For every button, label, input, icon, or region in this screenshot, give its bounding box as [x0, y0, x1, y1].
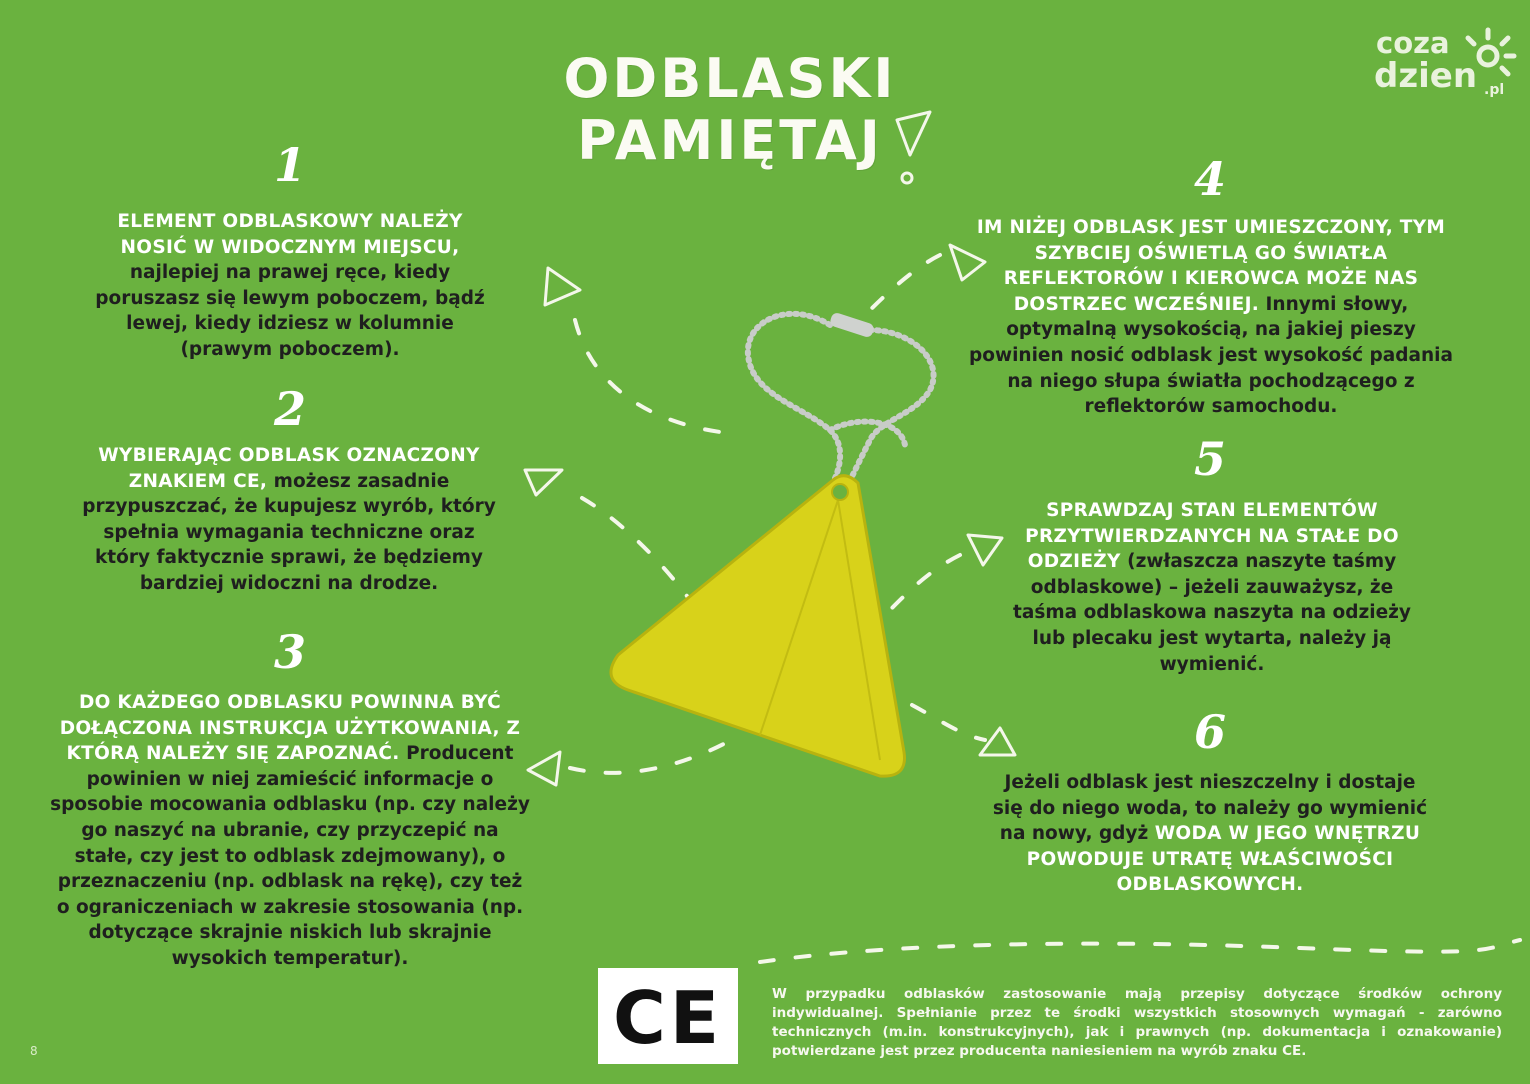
- section-5-number: 5: [1193, 432, 1226, 486]
- title-line-1: ODBLASKI: [563, 47, 897, 110]
- arrowhead-3: [528, 752, 560, 785]
- ce-mark-box: [598, 968, 738, 1064]
- section-3-body: Producent powinien w niej zamieścić informacje o sposobie mocowania odblasku (np. czy należy go naszyć na ubranie, czy przyczepić na stałe, czy jest to odblask zdejmowany), o przeznaczeniu (np. odblask na rękę), czy też o ograniczeniach w zakresie stosowania (np. dotyczące skrajnie niskich lub skrajnie wysokich temperatur).: [50, 743, 530, 969]
- page-title: [560, 48, 900, 172]
- section-6-number: 6: [1193, 705, 1226, 759]
- reflector-hole: [832, 484, 848, 500]
- chain-clasp: [829, 312, 875, 339]
- section-2-text: [82, 443, 496, 597]
- arrow-path-3: [570, 735, 740, 773]
- arrowhead-1: [545, 268, 580, 305]
- arrowhead-5: [968, 535, 1002, 565]
- reflector-triangle: [611, 476, 905, 776]
- bead-chain: [748, 314, 934, 490]
- title-exclamation-icon: [897, 112, 930, 155]
- section-1-body: najlepiej na prawej ręce, kiedy poruszasz się lewym poboczem, bądź lewej, kiedy idziesz w kolumnie (prawym poboczem).: [95, 262, 485, 360]
- ce-mark: CE: [612, 976, 724, 1060]
- section-4-body: Innymi słowy, optymalną wysokością, na jakiej pieszy powinien nosić odblask jest wysokość padania na niego słupa światła pochodzącego z reflektorów samochodu.: [969, 293, 1453, 418]
- section-3-highlight: DO KAŻDEGO ODBLASKU POWINNA BYĆ DOŁĄCZONA INSTRUKCJA UŻYTKOWANIA, Z KTÓRĄ NALEŻY SIĘ ZAPOZNAĆ.: [59, 692, 521, 765]
- arrowhead-2: [525, 470, 562, 495]
- section-6-text: [990, 770, 1430, 898]
- arrow-path-4: [860, 255, 940, 320]
- section-3-number: 3: [273, 625, 306, 679]
- footer-dashed-line: [760, 940, 1520, 962]
- section-2-body: możesz zasadnie przypuszczać, że kupujesz wyrób, który spełnia wymagania techniczne oraz który faktycznie sprawi, że będziemy bardziej widoczni na drodze.: [82, 470, 496, 594]
- footer-note: W przypadku odblasków zastosowanie mają przepisy dotyczące środków ochrony indywidualnej. Spełnianie przez te środki wszystkich stosownych wymagań - zarówno technicznych (m.in. konstrukcyjnych), jak i prawnych (np. dokumentacja i oznakowanie) potwierdzane jest przez producenta naniesieniem na wyrób znaku CE.: [772, 986, 1502, 1059]
- section-4-highlight: IM NIŻEJ ODBLASK JEST UMIESZCZONY, TYM SZYBCIEJ OŚWIETLĄ GO ŚWIATŁA REFLEKTORÓW I KIEROWCA MOŻE NAS DOSTRZEC WCZEŚNIEJ.: [976, 217, 1446, 315]
- section-6-body: Jeżeli odblask jest nieszczelny i dostaje się do niego woda, to należy go wymienić na nowy, gdyż: [992, 772, 1428, 845]
- arrow-path-6: [912, 705, 985, 740]
- section-5-highlight: SPRAWDZAJ STAN ELEMENTÓW PRZYTWIERDZANYCH NA STAŁE DO ODZIEŻY: [1025, 500, 1399, 573]
- section-4-text: [966, 215, 1456, 420]
- section-6-highlight: WODA W JEGO WNĘTRZU POWODUJE UTRATĘ WŁAŚCIWOŚCI ODBLASKOWYCH.: [1026, 823, 1421, 896]
- title-exclamation-dot: [902, 173, 912, 183]
- cozadzien-logo: [1374, 26, 1514, 106]
- section-5-body: (zwłaszcza naszyte taśmy odblaskowe) – jeżeli zauważysz, że taśma odblaskowa naszyta na odzieży lub plecaku jest wytarta, należy ją wymienić.: [1013, 551, 1411, 675]
- section-4-number: 4: [1193, 152, 1226, 206]
- logo-suffix: .pl: [1484, 82, 1505, 98]
- page-number: 8: [30, 1044, 38, 1058]
- section-1-text: [90, 209, 490, 363]
- section-3-text: [50, 690, 530, 972]
- sun-icon: [1458, 24, 1518, 84]
- arrow-path-1: [575, 320, 720, 432]
- section-1-number: 1: [273, 138, 306, 192]
- section-5-text: [1012, 498, 1412, 677]
- section-2-highlight: WYBIERAJĄC ODBLASK OZNACZONY ZNAKIEM CE,: [98, 445, 480, 492]
- logo-line-1: coza: [1376, 26, 1450, 60]
- title-line-2: PAMIĘTAJ: [577, 109, 883, 172]
- logo-line-2: dzien: [1374, 56, 1478, 96]
- arrow-path-5: [890, 555, 960, 610]
- arrow-path-2: [582, 498, 690, 600]
- section-2-number: 2: [273, 382, 306, 436]
- section-1-highlight: ELEMENT ODBLASKOWY NALEŻY NOSIĆ W WIDOCZNYM MIEJSCU,: [117, 211, 463, 258]
